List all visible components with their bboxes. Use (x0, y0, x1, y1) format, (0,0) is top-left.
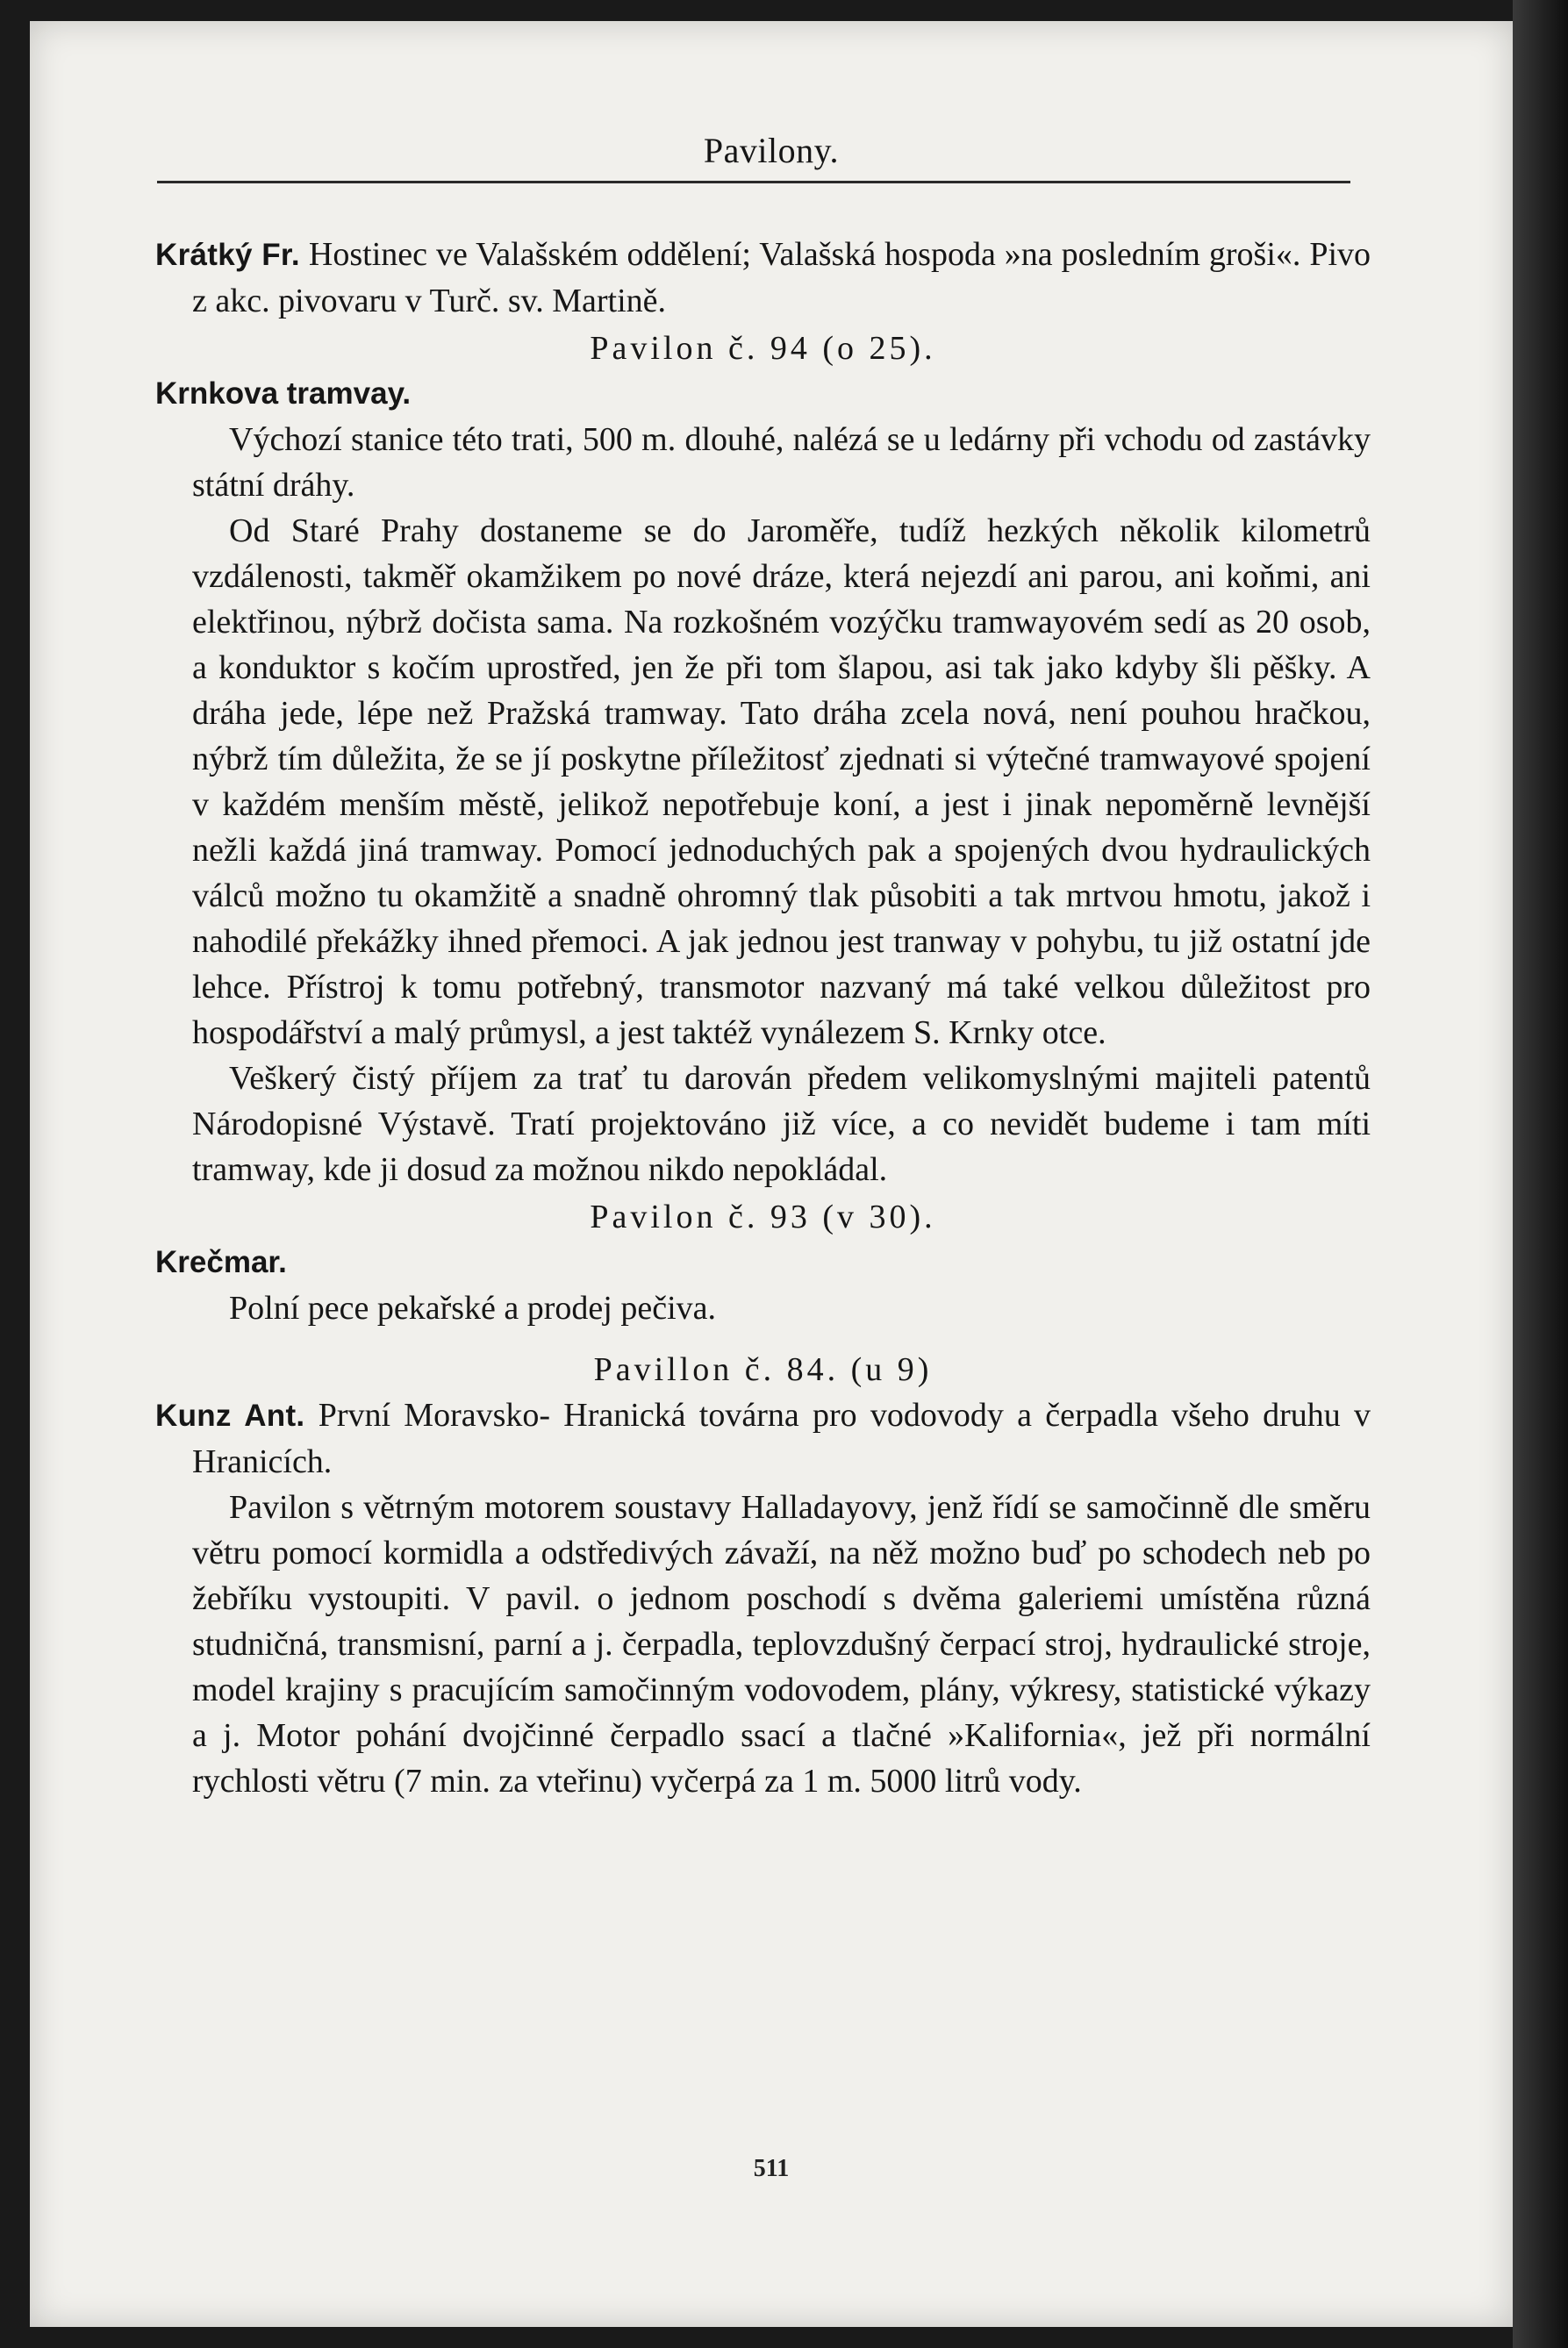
entry-heading: Krnkova tramvay. (155, 376, 412, 411)
entry-text: Hostinec ve Valašském oddělení; Valašská hospoda »na posledním groši«. Pivo z akc. pivovaru v Turč. sv. Martině. (192, 236, 1371, 319)
paragraph: Pavilon s větrným motorem soustavy Halladayovy, jenž řídí se samočinně dle směru větru pomocí kormidla a odstředivých závaží, na něž možno buď po schodech neb po žebříku vystoupiti. V pavil. o jednom poschodí s dvěma galeriemi umístěna různá studničná, transmisní, parní a j. čerpadla, teplovzdušný čerpací stroj, hydraulické stroje, model krajiny s pracujícím samočinným vodovodem, plány, výkresy, statistické výkazy a j. Motor pohání dvojčinné čerpadlo ssací a tlačné »Kalifornia«, jež při normální rychlosti větru (7 min. za vteřinu) vyčerpá za 1 m. 5000 litrů vody. (192, 1489, 1371, 1800)
pavilion-label: Pavilon č. 94 (o 25). (590, 330, 936, 367)
entry-heading: Krečmar. (155, 1245, 287, 1279)
running-title: Pavilony. (703, 131, 840, 170)
pavilion-label: Pavillon č. 84. (u 9) (593, 1351, 933, 1388)
paragraph: Veškerý čistý příjem za trať tu darován předem velikomyslnými majiteli patentů Národopisné Výstavě. Tratí projektováno již více, a co nevidět budeme i tam míti tramway, kde ji dosud za možnou nikdo nepokládal. (192, 1060, 1371, 1188)
entry-kratky (155, 232, 1371, 324)
entry-name: Krátký Fr. (155, 238, 300, 272)
page-body (155, 232, 1371, 1804)
entry-text: První Moravsko- Hranická továrna pro vodovody a čerpadla všeho druhu v Hranicích. (192, 1397, 1371, 1480)
scan-dark-edge (1513, 0, 1568, 2348)
entry-kunz (155, 1392, 1371, 1485)
paragraph: Od Staré Prahy dostaneme se do Jaroměře, tudíž hezkých několik kilometrů vzdálenosti, takměř okamžikem po nové dráze, která nejezdí ani parou, ani koňmi, ani elektřinou, nýbrž dočista sama. Na rozkošném vozýčku tramwayovém sedí as 20 osob, a konduktor s kočím uprostřed, jen že při tom šlapou, asi tak jako kdyby šli pěšky. A dráha jede, lépe než Pražská tramway. Tato dráha zcela nová, není pouhou hračkou, nýbrž tím důležita, že se jí poskytne příležitosť zjednati si výtečné tramwayové spojení v každém menším městě, jelikož nepotřebuje koní, a jest i jinak nepoměrně levnější nežli každá jiná tramway. Pomocí jednoduchých pak a spojených dvou hydraulických válců možno tu okamžitě a snadně ohromný tlak působiti a tak mrtvou hmotu, jakož i nahodilé překážky ihned přemoci. A jak jednou jest tranway v pohybu, tu již ostatní jde lehce. Přístroj k tomu potřebný, transmotor nazvaný má také velkou důležitost pro hospodářství a malý průmysl, a jest taktéž vynálezem S. Krnky otce. (192, 512, 1371, 1051)
entry-name: Kunz Ant. (155, 1399, 305, 1433)
book-page (30, 21, 1513, 2327)
paragraph: Polní pece pekařské a prodej pečiva. (229, 1290, 716, 1327)
paragraph: Výchozí stanice této trati, 500 m. dlouhé, nalézá se u ledárny při vchodu od zastávky státní dráhy. (192, 421, 1371, 504)
pavilion-label: Pavilon č. 93 (v 30). (590, 1199, 936, 1235)
header-rule (157, 181, 1350, 183)
page-number: 511 (753, 2155, 790, 2182)
